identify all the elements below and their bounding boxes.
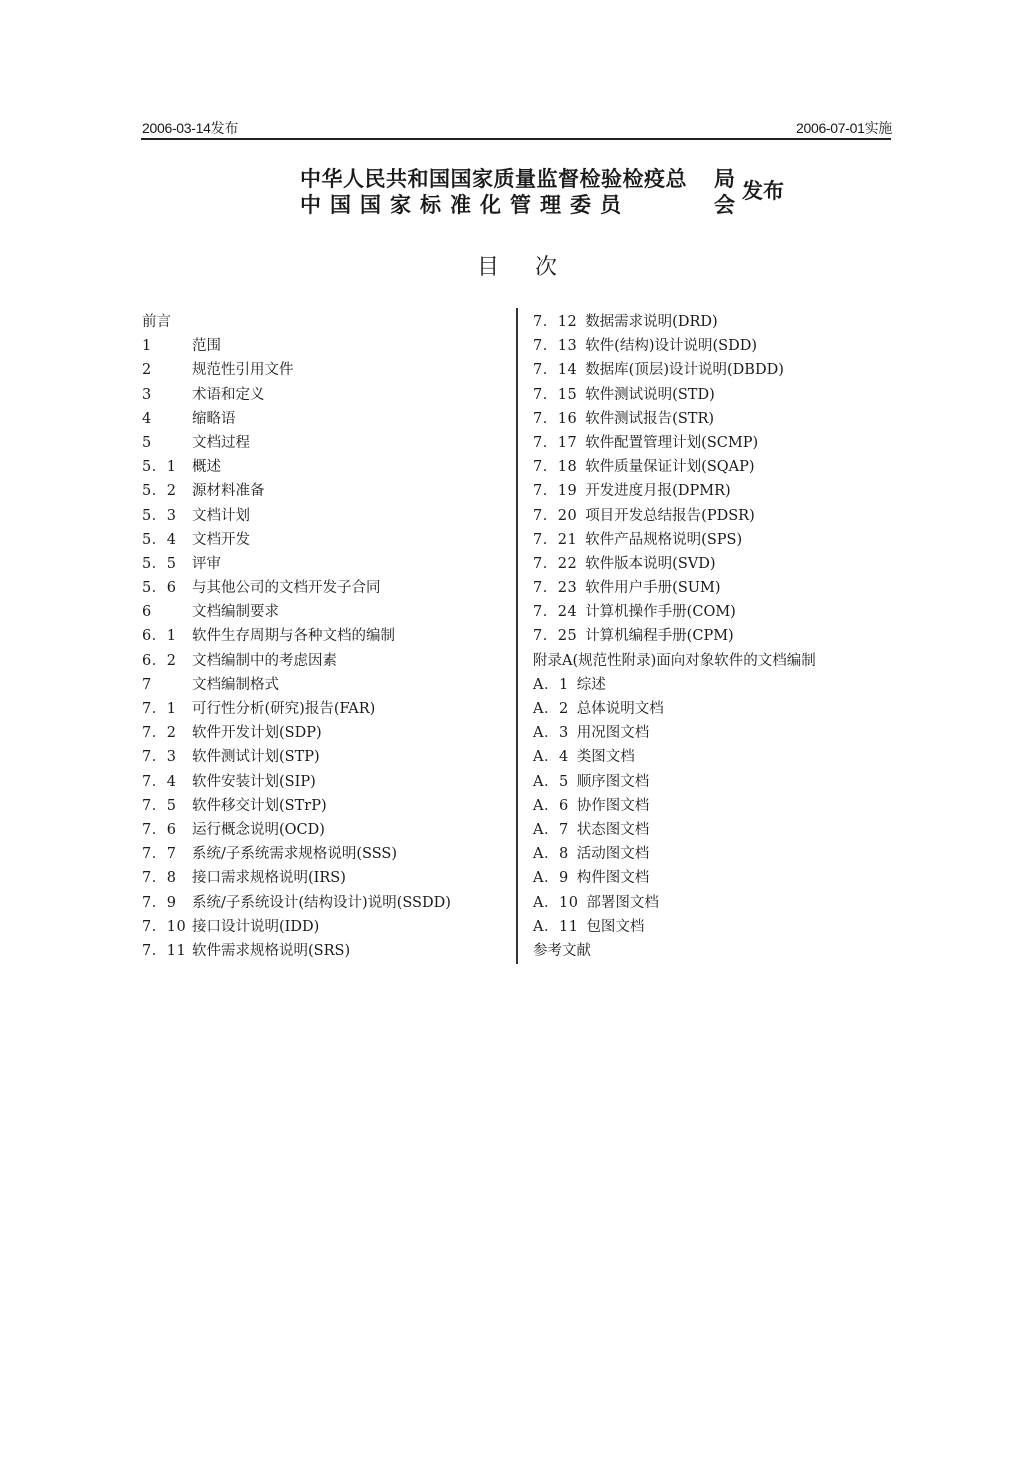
toc-entry-title: 与其他公司的文档开发子合同 — [192, 580, 381, 597]
toc-entry[interactable] — [142, 600, 507, 624]
toc-entry-title: 缩略语 — [192, 410, 236, 427]
publish-date: 2006-03-14发布 — [142, 120, 239, 136]
toc-entry[interactable] — [142, 624, 507, 648]
toc-entry[interactable] — [142, 552, 507, 576]
toc-entry-number: 7．4 — [142, 773, 177, 790]
toc-entry[interactable] — [142, 383, 507, 407]
toc-entry-number: 6．2 — [142, 652, 177, 669]
toc-entry-number: 7．12 — [533, 314, 578, 330]
toc-entry-number: 5．4 — [142, 531, 177, 548]
toc-entry-number: 7．25 — [533, 628, 578, 645]
toc-entry[interactable] — [533, 407, 893, 431]
implement-date: 2006-07-01实施 — [795, 120, 892, 136]
toc-entry-title: 文档开发 — [192, 531, 250, 548]
toc-entry[interactable] — [142, 455, 507, 479]
toc-entry-title: 类图文档 — [576, 749, 635, 766]
toc-entry[interactable] — [533, 431, 893, 455]
toc-entry-title: 系统/子系统需求规格说明(SSS) — [192, 846, 397, 863]
toc-entry[interactable] — [142, 745, 507, 769]
toc-entry-number: A．8 — [533, 846, 569, 863]
toc-entry-number: 7．15 — [533, 386, 578, 403]
toc-entry[interactable] — [533, 504, 893, 528]
toc-entry-title: 软件产品规格说明(SPS) — [585, 531, 743, 548]
toc-entry[interactable] — [533, 891, 893, 915]
toc-entry[interactable] — [533, 794, 893, 818]
toc-entry-title: 软件版本说明(SVD) — [585, 555, 716, 572]
toc-entry-number: 7．5 — [142, 797, 177, 814]
toc-entry-number: 6 — [142, 604, 152, 621]
toc-entry-title: 文档计划 — [192, 507, 250, 524]
toc-entry-number: 7．19 — [533, 483, 578, 500]
toc-entry-number: 4 — [142, 410, 152, 427]
issuer-block — [300, 163, 800, 223]
toc-entry[interactable] — [142, 721, 507, 745]
toc-entry[interactable] — [533, 770, 893, 794]
toc-entry-title: 接口设计说明(IDD) — [192, 918, 320, 935]
toc-entry[interactable] — [142, 649, 507, 673]
toc-entry-title: 规范性引用文件 — [192, 362, 294, 379]
toc-entry[interactable] — [533, 624, 893, 648]
toc-entry[interactable] — [142, 770, 507, 794]
toc-entry-number: 7．20 — [533, 507, 578, 524]
toc-entry-title: 总体说明文档 — [576, 701, 664, 717]
toc-entry[interactable] — [533, 745, 893, 769]
toc-entry[interactable] — [533, 334, 893, 358]
toc-entry[interactable] — [142, 915, 507, 939]
toc-entry-title: 概述 — [192, 459, 221, 476]
toc-entry-title: 软件测试报告(STR) — [585, 410, 715, 427]
toc-entry[interactable] — [142, 794, 507, 818]
toc-entry[interactable] — [533, 600, 893, 624]
toc-entry[interactable] — [533, 649, 893, 673]
toc-entry-number: A．1 — [533, 676, 569, 693]
toc-entry-title: 软件质量保证计划(SQAP) — [585, 459, 755, 476]
toc-entry[interactable] — [142, 866, 507, 890]
toc-entry-title: 项目开发总结报告(PDSR) — [585, 507, 755, 524]
toc-entry-title: 软件移交计划(STrP) — [192, 797, 327, 814]
toc-entry-number: 7．16 — [533, 410, 578, 427]
toc-entry-title: 软件生存周期与各种文档的编制 — [192, 628, 395, 645]
issued-label: 发布 — [742, 179, 784, 203]
toc-entry-title: 软件测试说明(STD) — [585, 386, 715, 403]
toc-entry[interactable] — [142, 673, 507, 697]
toc-entry-number: 7．24 — [533, 604, 578, 621]
toc-entry-number: A．4 — [533, 749, 569, 766]
toc-entry[interactable] — [533, 673, 893, 697]
toc-entry[interactable] — [533, 358, 893, 382]
toc-entry-number: 5．2 — [142, 483, 177, 500]
toc-entry[interactable] — [533, 697, 893, 721]
toc-entry[interactable] — [533, 310, 893, 334]
toc-entry[interactable] — [533, 479, 893, 503]
toc-left-column — [142, 310, 507, 963]
toc-entry-title: 运行概念说明(OCD) — [192, 821, 325, 838]
toc-entry-number: 7 — [142, 676, 152, 693]
toc-entry-title: 数据库(顶层)设计说明(DBDD) — [585, 362, 784, 379]
toc-entry[interactable] — [533, 721, 893, 745]
toc-entry-title: 部署图文档 — [586, 894, 659, 911]
toc-entry-number: 7．7 — [142, 846, 177, 863]
toc-entry-number: 2 — [142, 362, 152, 379]
toc-title: 目次 — [476, 255, 593, 280]
toc-entry[interactable] — [142, 358, 507, 382]
toc-entry-number: 5．3 — [142, 507, 177, 524]
toc-entry-title: 前言 — [142, 314, 171, 330]
toc-entry[interactable] — [142, 576, 507, 600]
toc-right-column — [533, 310, 893, 963]
toc-entry-title: 活动图文档 — [576, 846, 650, 863]
toc-entry-number: 7．3 — [142, 749, 177, 766]
toc-entry-title: 附录A(规范性附录)面向对象软件的文档编制 — [533, 652, 816, 669]
toc-entry-title: 评审 — [192, 555, 221, 572]
toc-entry-number: 7．2 — [142, 725, 177, 742]
toc-entry[interactable] — [142, 334, 507, 358]
toc-entry-title: 综述 — [576, 676, 606, 693]
toc-entry-number: 7．18 — [533, 459, 578, 476]
toc-entry-title: 源材料准备 — [192, 483, 265, 500]
toc-entry[interactable] — [142, 504, 507, 528]
toc-entry-title: 软件开发计划(SDP) — [192, 725, 322, 742]
toc-entry-number: A．2 — [533, 701, 569, 717]
toc-entry-number: 1 — [142, 338, 152, 355]
toc-entry-number: 7．21 — [533, 531, 578, 548]
toc-entry-title: 接口需求规格说明(IRS) — [192, 870, 346, 887]
toc-entry[interactable] — [142, 479, 507, 503]
toc-entry-title: 软件配置管理计划(SCMP) — [585, 434, 759, 451]
toc-entry-title: 数据需求说明(DRD) — [585, 314, 718, 330]
toc-entry-number: 7．11 — [142, 942, 187, 959]
toc-entry-title: 软件测试计划(STP) — [192, 749, 320, 766]
toc-entry-title: 文档编制格式 — [192, 676, 279, 693]
toc-entry-title: 软件安装计划(SIP) — [192, 773, 316, 790]
toc-entry-title: 参考文献 — [533, 942, 591, 959]
toc-entry-title: 术语和定义 — [192, 386, 265, 403]
toc-entry-number: 7．17 — [533, 434, 578, 451]
toc-entry-title: 可行性分析(研究)报告(FAR) — [192, 701, 376, 717]
toc-entry-number: 7．23 — [533, 580, 578, 597]
toc-entry[interactable] — [142, 310, 507, 334]
toc-entry-title: 用况图文档 — [576, 725, 650, 742]
toc-entry[interactable] — [533, 915, 893, 939]
toc-entry-title: 计算机编程手册(CPM) — [585, 628, 734, 645]
toc-entry-number: A．11 — [533, 918, 579, 935]
toc-entry[interactable] — [142, 818, 507, 842]
toc-entry-number: A．7 — [533, 821, 569, 838]
toc-entry-title: 协作图文档 — [576, 797, 650, 814]
toc-entry-number: 7．1 — [142, 701, 177, 717]
header-rule — [141, 138, 891, 140]
toc-entry-title: 文档过程 — [192, 434, 250, 451]
toc-entry-number: 7．22 — [533, 555, 578, 572]
toc-entry-title: 文档编制中的考虑因素 — [192, 652, 337, 669]
toc-entry-number: 5．6 — [142, 580, 177, 597]
toc-entry-number: 6．1 — [142, 628, 177, 645]
toc-entry[interactable] — [533, 383, 893, 407]
toc-entry-number: 7．14 — [533, 362, 578, 379]
toc-entry[interactable] — [142, 697, 507, 721]
toc-entry[interactable] — [142, 407, 507, 431]
toc-entry[interactable] — [533, 455, 893, 479]
toc-entry[interactable] — [533, 866, 893, 890]
toc-entry-title: 计算机操作手册(COM) — [585, 604, 736, 621]
toc-entry-number: A．9 — [533, 870, 569, 887]
toc-entry[interactable] — [533, 576, 893, 600]
toc-entry[interactable] — [533, 842, 893, 866]
toc-entry[interactable] — [142, 891, 507, 915]
toc-entry-title: 软件用户手册(SUM) — [585, 580, 721, 597]
toc-entry[interactable] — [142, 939, 507, 963]
toc-entry[interactable] — [142, 431, 507, 455]
toc-entry-title: 状态图文档 — [576, 821, 650, 838]
toc-entry-number: 3 — [142, 386, 152, 403]
toc-entry-number: 7．10 — [142, 918, 187, 935]
column-divider — [516, 308, 518, 964]
toc-entry[interactable] — [533, 528, 893, 552]
issuer-aqsiq: 中华人民共和国国家质量监督检验检疫总 — [300, 167, 687, 191]
toc-entry[interactable] — [142, 528, 507, 552]
toc-entry[interactable] — [533, 818, 893, 842]
issuer-aqsiq-tail: 局 — [714, 167, 735, 191]
toc-entry-number: 5．5 — [142, 555, 177, 572]
toc-entry-title: 范围 — [192, 338, 221, 355]
toc-entry-title: 包图文档 — [586, 918, 645, 935]
toc-entry-number: 5 — [142, 434, 152, 451]
toc-entry-title: 软件需求规格说明(SRS) — [192, 942, 351, 959]
toc-entry-title: 系统/子系统设计(结构设计)说明(SSDD) — [192, 894, 451, 911]
toc-entry[interactable] — [533, 939, 893, 963]
toc-entry-title: 开发进度月报(DPMR) — [585, 483, 731, 500]
toc-entry-number: 7．8 — [142, 870, 177, 887]
toc-entry-number: 5．1 — [142, 459, 177, 476]
toc-entry-number: 7．9 — [142, 894, 177, 911]
toc-entry-title: 构件图文档 — [576, 870, 650, 887]
toc-entry-number: 7．13 — [533, 338, 578, 355]
toc-entry-number: A．5 — [533, 773, 569, 790]
issuer-sac: 中国国家标准化管理委员 — [300, 193, 630, 217]
toc-entry-title: 软件(结构)设计说明(SDD) — [585, 338, 757, 355]
toc-entry-number: 7．6 — [142, 821, 177, 838]
toc-entry-number: A．10 — [533, 894, 579, 911]
toc-entry-title: 文档编制要求 — [192, 604, 279, 621]
issuer-sac-tail: 会 — [714, 193, 735, 217]
toc-entry[interactable] — [533, 552, 893, 576]
toc-entry-number: A．3 — [533, 725, 569, 742]
toc-entry-title: 顺序图文档 — [576, 773, 650, 790]
toc-entry[interactable] — [142, 842, 507, 866]
toc-entry-number: A．6 — [533, 797, 569, 814]
